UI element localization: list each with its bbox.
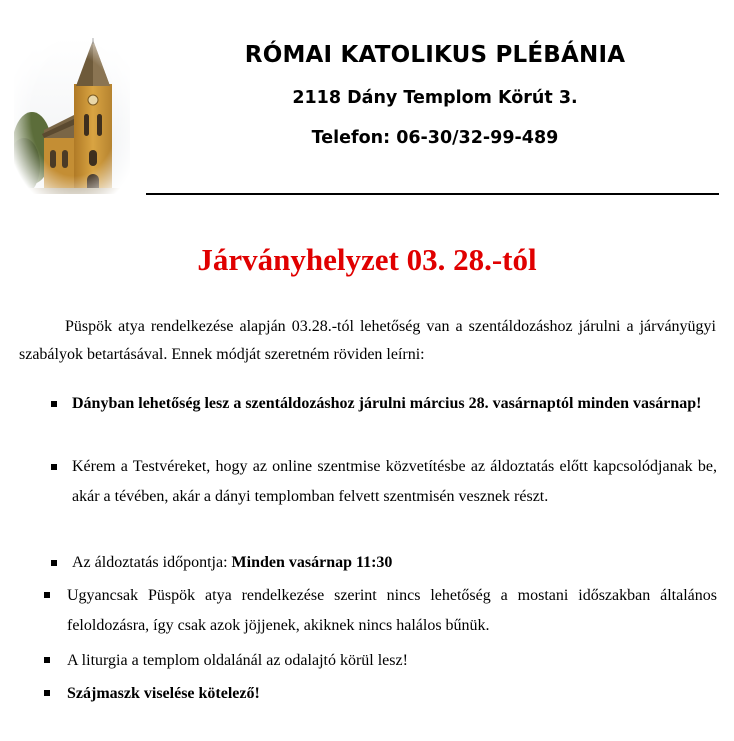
list-item xyxy=(67,679,717,709)
square-bullet-icon xyxy=(51,401,57,407)
list-item: Kérem a Testvéreket, hogy az online szentmise közvetítésbe az áldoztatás előtt kapcsolódjanak be, akár a tévében, akár a dányi templomban felvett szentmisén vesznek részt. xyxy=(72,458,717,505)
church-photo xyxy=(14,38,130,194)
list-item: A liturgia a templom oldalánál az odalajtó körül lesz! xyxy=(67,652,408,669)
square-bullet-icon xyxy=(44,690,50,696)
square-bullet-icon xyxy=(44,657,50,663)
list-item-bold-text: Minden vasárnap 11:30 xyxy=(231,554,393,571)
list-item: Ugyancsak Püspök atya rendelkezése szerint nincs lehetőség a mostani időszakban általános feloldozásra, így csak azok jöjjenek, akiknek nincs halálos bűnük. xyxy=(67,587,717,634)
list-item xyxy=(72,548,717,578)
parish-phone: Telefon: 06-30/32-99-489 xyxy=(311,128,559,148)
parish-address: 2118 Dány Templom Körút 3. xyxy=(292,88,578,108)
list-item-bold-text: Szájmaszk viselése kötelező! xyxy=(67,685,260,702)
parish-name: RÓMAI KATOLIKUS PLÉBÁNIA xyxy=(244,42,626,68)
intro-paragraph: Püspök atya rendelkezése alapján 03.28.-tól lehetőség van a szentáldozáshoz járulni a járványügyi szabályok betartásával. Ennek módját szeretném röviden leírni: xyxy=(19,318,716,363)
square-bullet-icon xyxy=(51,560,57,566)
document-title: Járványhelyzet 03. 28.-tól xyxy=(197,242,537,277)
header-divider xyxy=(146,193,719,195)
square-bullet-icon xyxy=(44,592,50,598)
list-item xyxy=(72,389,717,419)
list-item-bold-text: Dányban lehetőség lesz a szentáldozáshoz járulni március 28. vasárnaptól minden vasárnap! xyxy=(72,395,702,412)
square-bullet-icon xyxy=(51,464,57,470)
list-item-text: Az áldoztatás időpontja: xyxy=(72,554,232,571)
